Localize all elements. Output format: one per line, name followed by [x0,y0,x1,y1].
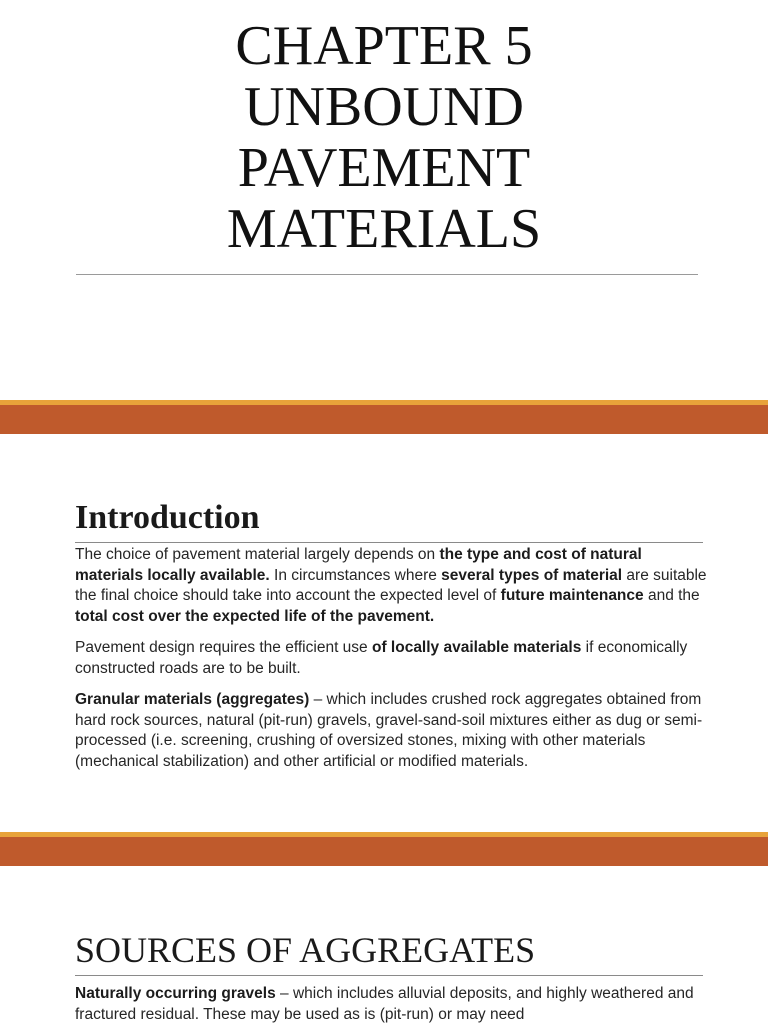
introduction-slide [0,434,768,832]
heading-divider [75,542,703,543]
sources-paragraph-1 [75,984,710,1024]
bold-text-run: future maintenance [500,587,644,604]
introduction-heading: Introduction [75,499,260,536]
sources-heading: SOURCES OF AGGREGATES [75,930,536,970]
bold-text-run: the type and cost of natural materials locally available. [75,546,642,584]
intro-paragraph-2 [75,638,710,679]
text-run: – which includes crushed rock aggregates obtained from hard rock sources, natural (pit-run) gravels, gravel-sand-soil mixtures either as dug or semi-processed (i.e. screening, crushing of oversized stones, mixing with other materials (mechanical stabilization) and other artificial or modified materials. [75,691,703,770]
heading-divider [75,975,703,976]
bold-text-run: of locally available materials [371,639,582,656]
slide-divider-band [0,832,768,866]
bold-text-run: several types of material [441,566,623,584]
bold-text-run: Granular materials (aggregates) [75,691,310,708]
intro-paragraph-1 [75,545,710,627]
chapter-title-line: PAVEMENT [237,137,531,199]
chapter-title-line: CHAPTER 5 [235,15,533,77]
text-run: The choice of pavement material largely depends on [75,546,440,563]
sources-body [75,984,710,1024]
bold-text-run: Naturally occurring gravels [75,985,276,1002]
text-run: if economically constructed roads are to be built. [75,639,688,677]
band-main-stripe [0,405,768,434]
text-run: are suitable the final choice should take into account the expected level of [75,566,707,604]
chapter-title-line: MATERIALS [226,198,542,260]
slide-divider-band [0,400,768,434]
title-divider [76,274,698,275]
text-run: and the [643,587,700,604]
text-run: In circumstances where [269,566,442,584]
title-slide [0,0,768,400]
band-main-stripe [0,837,768,866]
text-run: Pavement design requires the efficient use [75,639,372,656]
bold-text-run: total cost over the expected life of the pavement. [75,607,435,625]
introduction-body [75,545,710,783]
intro-paragraph-3 [75,690,710,772]
chapter-title-line: UNBOUND [244,76,524,138]
chapter-title [0,16,768,260]
text-run: – which includes alluvial deposits, and highly weathered and fractured residual. These may be used as is (pit-run) or may need [75,985,694,1023]
sources-slide [0,866,768,1024]
